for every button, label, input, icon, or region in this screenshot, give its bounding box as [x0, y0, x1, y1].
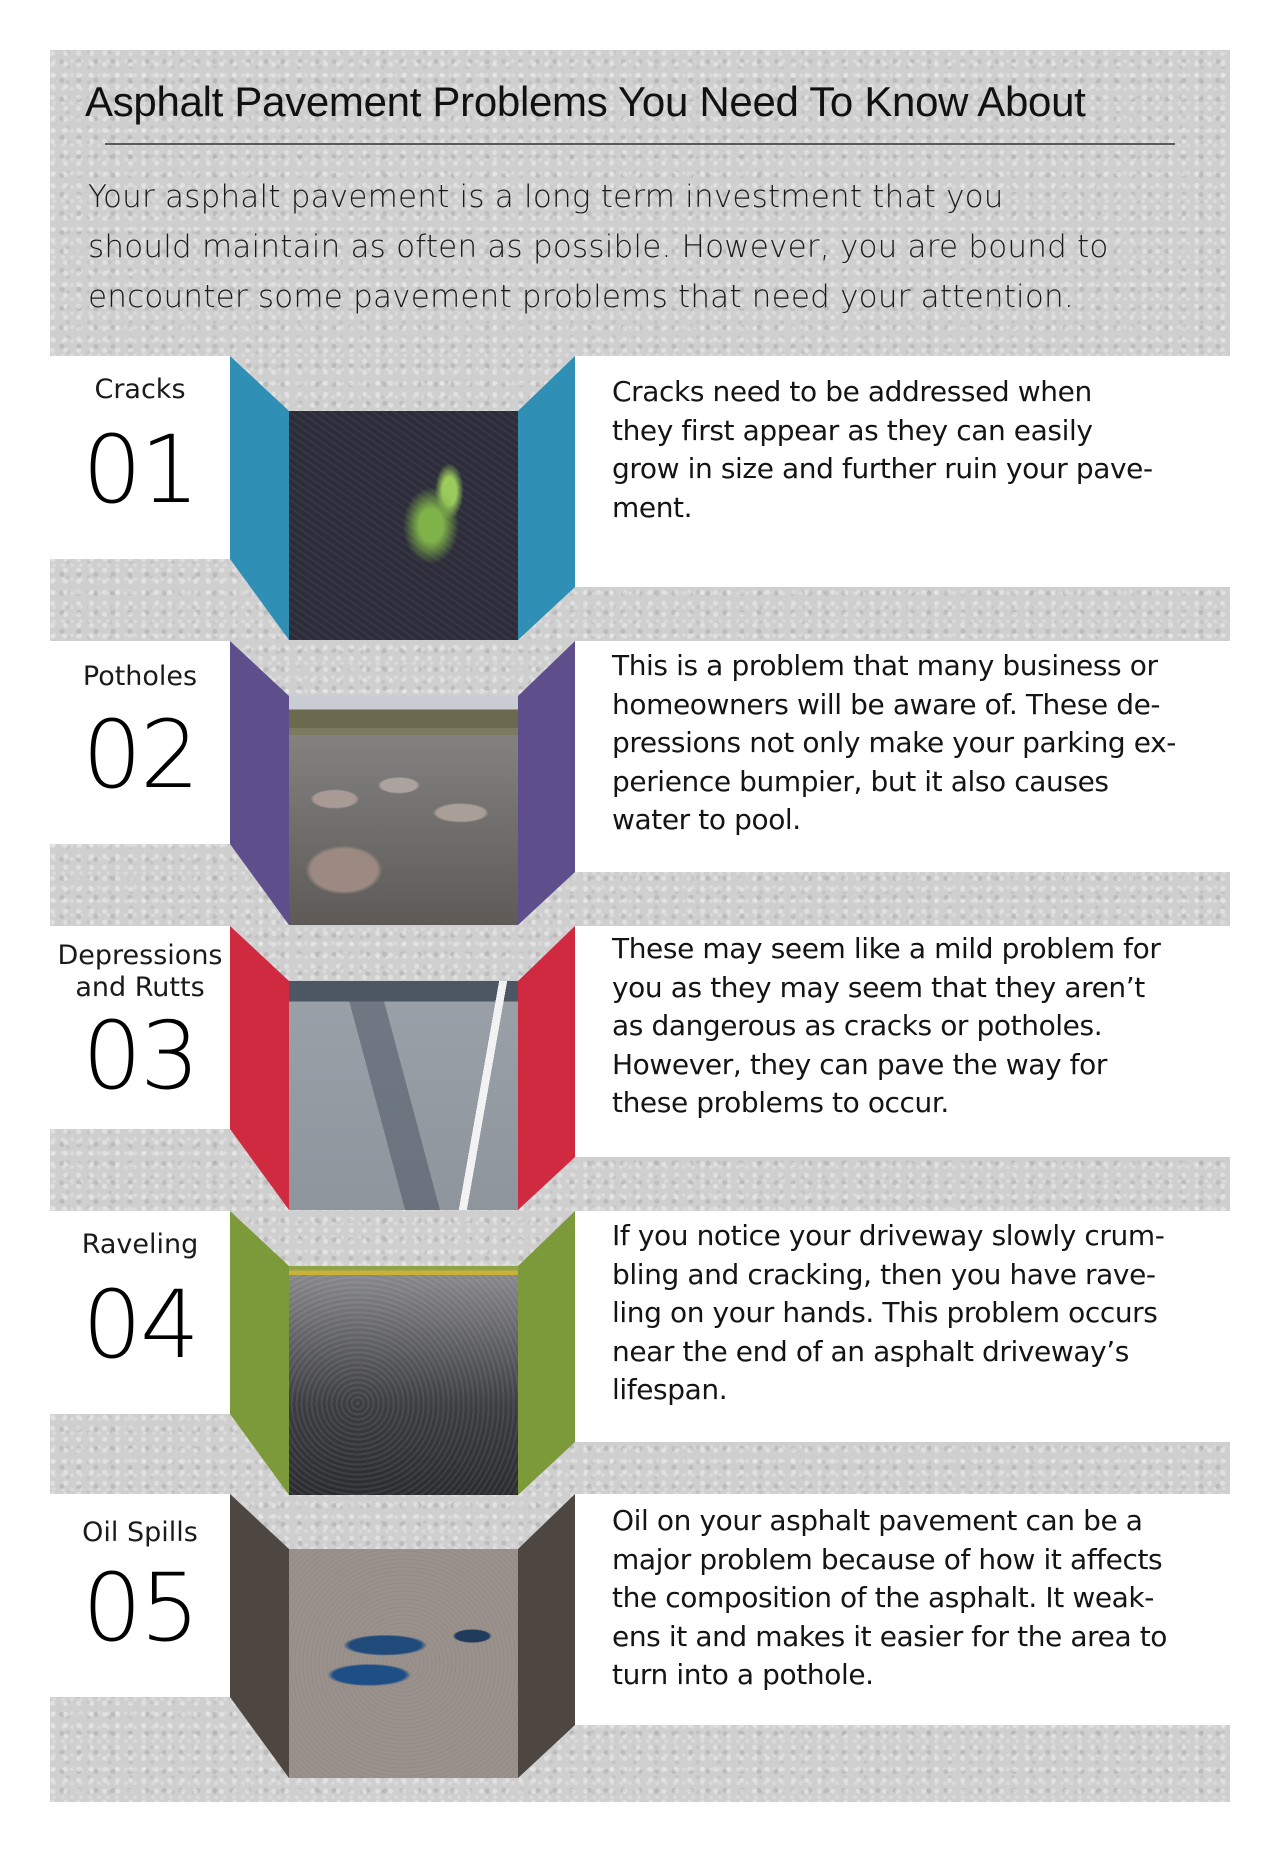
intro-line: encounter some pavement problems that need your attention. [88, 279, 1074, 315]
desc-line: ling on your hands. This problem occurs [612, 1296, 1158, 1329]
desc-line: However, they can pave the way for [612, 1047, 1107, 1081]
desc-line: Cracks need to be addressed when [612, 375, 1092, 408]
problem-description [612, 1502, 1222, 1695]
problem-number: 03 [82, 1002, 198, 1111]
problem-item-depressions-and-rutts [0, 926, 1280, 1211]
problem-number: 02 [82, 701, 198, 810]
problem-label: Depressions [57, 940, 223, 971]
problem-description [612, 930, 1222, 1123]
photo-potholes-road [289, 696, 518, 925]
intro-line: Your asphalt pavement is a long term investment that you [88, 179, 1004, 215]
photo-raveled-asphalt [289, 1266, 518, 1495]
intro-line: should maintain as often as possible. However, you are bound to [88, 229, 1109, 265]
problem-number: 01 [82, 416, 198, 525]
desc-line: as dangerous as cracks or potholes. [612, 1009, 1103, 1042]
desc-line: you as they may seem that they aren’t [612, 970, 1145, 1004]
desc-line: This is a problem that many business or [612, 649, 1158, 682]
desc-line: Oil on your asphalt pavement can be a [612, 1504, 1143, 1537]
desc-line: homeowners will be aware of. These de- [612, 687, 1161, 721]
desc-line: turn into a pothole. [612, 1658, 874, 1691]
desc-line: ens it and makes it easier for the area to [612, 1619, 1168, 1653]
problem-description [612, 1217, 1222, 1410]
desc-line: grow in size and further ruin your pave- [612, 452, 1153, 485]
problem-label: and Rutts [75, 972, 205, 1003]
desc-line: these problems to occur. [612, 1086, 949, 1119]
desc-line: major problem because of how it affects [612, 1542, 1163, 1576]
desc-line: near the end of an asphalt driveway’s [612, 1334, 1129, 1368]
desc-line: If you notice your driveway slowly crum- [612, 1219, 1165, 1252]
problem-label: Raveling [81, 1229, 199, 1260]
problem-description [612, 373, 1222, 527]
problem-label: Cracks [94, 374, 186, 405]
problem-item-raveling [0, 1211, 1280, 1496]
problem-label: Potholes [82, 661, 198, 692]
desc-line: pressions not only make your parking ex- [612, 726, 1177, 759]
desc-line: lifespan. [612, 1373, 728, 1406]
desc-line: ment. [612, 490, 693, 524]
problem-number: 05 [82, 1554, 198, 1663]
problem-item-oil-spills [0, 1494, 1280, 1779]
problem-item-cracks [0, 356, 1280, 641]
desc-line: the composition of the asphalt. It weak- [612, 1581, 1154, 1614]
page-title: Asphalt Pavement Problems You Need To Know About [85, 78, 1086, 125]
intro-paragraph [88, 172, 1208, 322]
desc-line: These may seem like a mild problem for [612, 932, 1161, 965]
problem-description [612, 647, 1222, 840]
photo-oil-stains [289, 1549, 518, 1778]
desc-line: perience bumpier, but it also causes [612, 764, 1109, 798]
photo-rutted-road [289, 981, 518, 1210]
photo-weed-in-cracked-asphalt [289, 411, 518, 640]
desc-line: they first appear as they can easily [612, 413, 1093, 447]
problem-item-potholes [0, 641, 1280, 926]
desc-line: bling and cracking, then you have rave- [612, 1257, 1156, 1291]
desc-line: water to pool. [612, 803, 801, 836]
problem-label: Oil Spills [82, 1517, 198, 1548]
title-divider [105, 143, 1175, 145]
problem-number: 04 [82, 1271, 198, 1380]
